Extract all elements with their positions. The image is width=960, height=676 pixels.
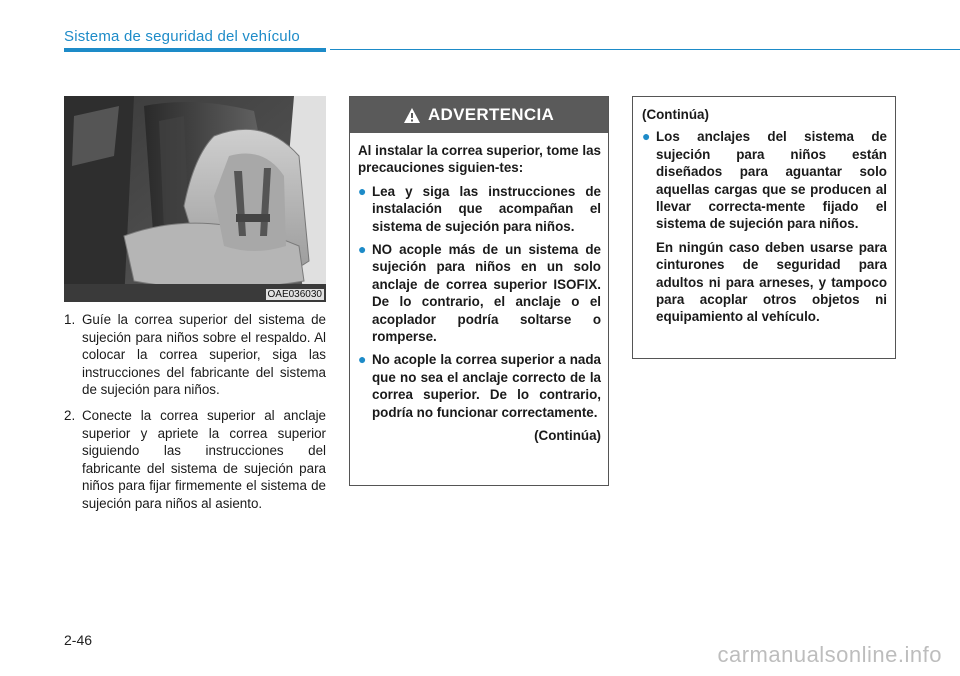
step-item: [64, 311, 326, 399]
continuation-paragraph: En ningún caso deben usarse para cinturones de seguridad para adultos ni para arneses, y tampoco para acoplar otros objetos ni equipamiento al vehículo.: [656, 239, 887, 325]
warning-bullet: [358, 241, 601, 345]
child-seat-photo: [64, 96, 326, 302]
warning-bullet-text: Lea y siga las instrucciones de instalación que acompañan el sistema de sujeción para niños.: [372, 183, 601, 234]
step-text: Guíe la correa superior del sistema de sujeción para niños sobre el respaldo. Al colocar la correa superior, siga las instrucciones del fabricante del sistema de sujeción para niños.: [82, 312, 326, 398]
warning-intro: Al instalar la correa superior, tome las precauciones siguien-tes:: [358, 143, 601, 176]
step-text: Conecte la correa superior al anclaje superior y apriete la correa superior siguiendo las instrucciones del fabricante del sistema de sujeción para niños para fijar firmemente el sistema de sujeción para niños al asiento.: [82, 407, 326, 511]
continuation-bullet-text: Los anclajes del sistema de sujeción para niños están diseñados para aguantar solo aquellas cargas que se producen al llevar correcta-mente fijado el sistema de sujeción para niños.: [656, 129, 887, 232]
bullet-dot-icon: ●: [642, 128, 651, 145]
instruction-steps: [64, 311, 326, 521]
step-item: [64, 407, 326, 513]
page-number: 2-46: [64, 632, 93, 648]
warning-triangle-icon: [404, 108, 420, 123]
warning-continues: (Continúa): [534, 428, 601, 444]
section-title: Sistema de seguridad del vehículo: [64, 28, 300, 45]
bullet-dot-icon: ●: [358, 241, 367, 258]
step-number: 1.: [64, 312, 76, 327]
warning-bullet-text: No acople la correa superior a nada que no sea el anclaje correcto de la correa superior. De lo contrario, podría no funcionar correctamente.: [372, 352, 601, 420]
warning-body: [350, 133, 608, 445]
warning-header: [350, 97, 608, 133]
warning-box: [349, 96, 609, 486]
header-rule-thin: [330, 49, 960, 50]
bullet-dot-icon: ●: [358, 182, 367, 199]
warning-bullet: [358, 183, 601, 235]
continuation-label: (Continúa): [642, 107, 709, 122]
bullet-dot-icon: ●: [358, 351, 367, 368]
warning-bullet-text: NO acople más de un sistema de sujeción para niños en un solo anclaje de correa superior ISOFIX. De lo contrario, el anclaje o el acoplador podría soltarse o romperse.: [372, 242, 601, 345]
watermark: carmanualsonline.info: [717, 642, 942, 667]
header-rule-accent: [64, 48, 326, 52]
warning-bullet: [358, 351, 601, 421]
step-number: 2.: [64, 407, 76, 423]
continuation-bullet: [642, 128, 887, 232]
continuation-box: [632, 96, 896, 359]
child-seat-illustration: [64, 96, 326, 302]
figure-code: OAE036030: [267, 289, 322, 300]
warning-title: ADVERTENCIA: [427, 105, 555, 124]
